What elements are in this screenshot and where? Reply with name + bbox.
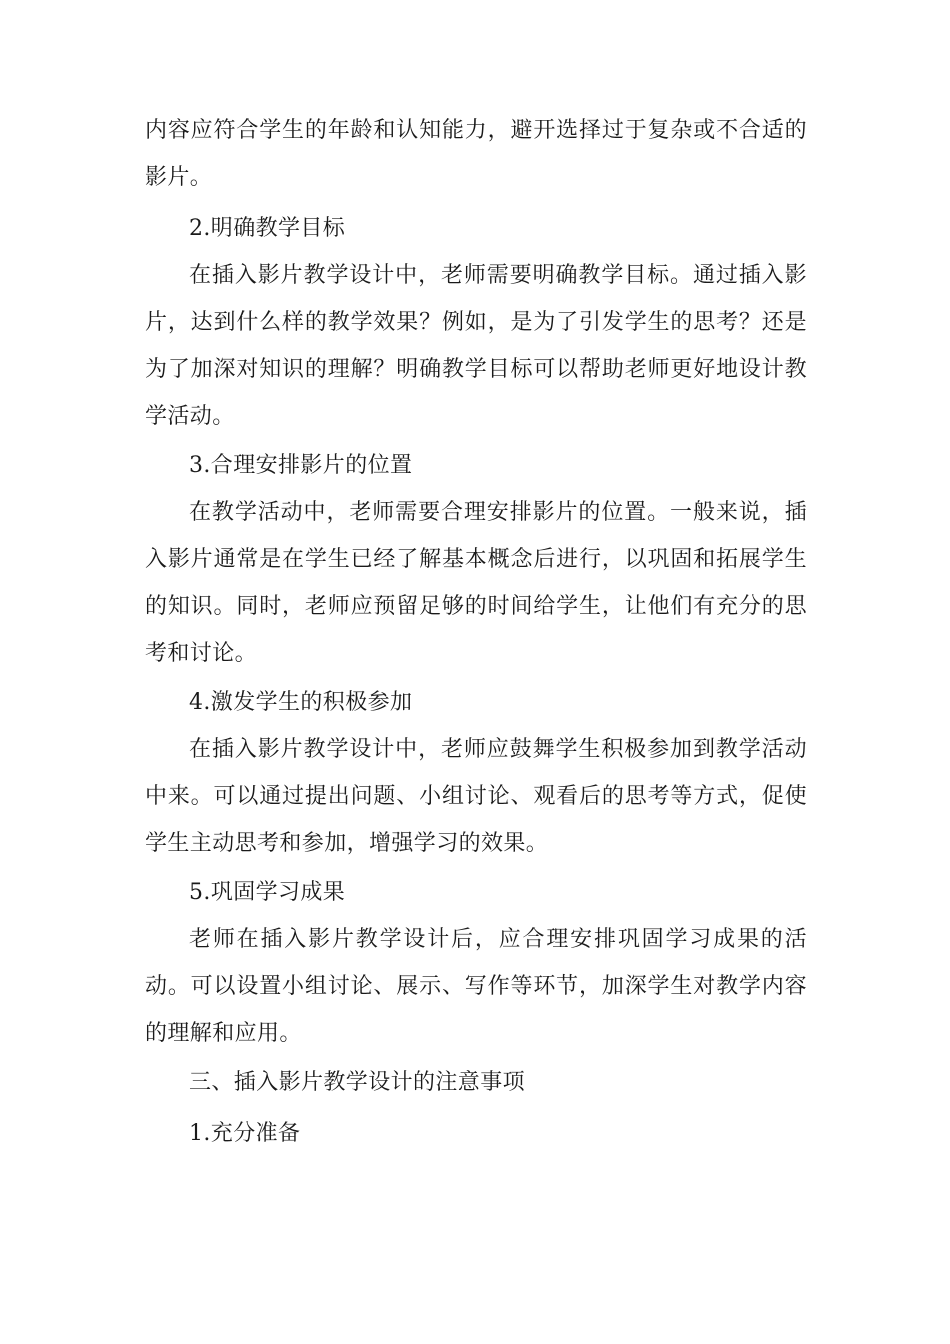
section-heading-4: 4.激发学生的积极参加 bbox=[189, 690, 413, 715]
section-paragraph-5: 老师在插入影片教学设计后，应合理安排巩固学习成果的活动。可以设置小组讨论、展示、写作等环节，加深学生对教学内容的理解和应用。 bbox=[145, 927, 807, 1046]
document-body bbox=[145, 107, 807, 1157]
section-paragraph-4: 在插入影片教学设计中，老师应鼓舞学生积极参加到教学活动中来。可以通过提出问题、小组讨论、观看后的思考等方式，促使学生主动思考和参加，增强学习的效果。 bbox=[145, 737, 807, 856]
section-paragraph-2: 在插入影片教学设计中，老师需要明确教学目标。通过插入影片，达到什么样的教学效果？例如，是为了引发学生的思考？还是为了加深对知识的理解？明确教学目标可以帮助老师更好地设计教学活动。 bbox=[145, 263, 807, 429]
section-heading-5: 5.巩固学习成果 bbox=[189, 880, 346, 905]
section-paragraph-3: 在教学活动中，老师需要合理安排影片的位置。一般来说，插入影片通常是在学生已经了解基本概念后进行，以巩固和拓展学生的知识。同时，老师应预留足够的时间给学生，让他们有充分的思考和讨论。 bbox=[145, 500, 807, 666]
continuation-paragraph: 内容应符合学生的年龄和认知能力，避开选择过于复杂或不合适的影片。 bbox=[145, 118, 807, 190]
subsection-heading-1: 1.充分准备 bbox=[189, 1121, 301, 1146]
chapter-heading: 三、插入影片教学设计的注意事项 bbox=[189, 1070, 526, 1095]
section-heading-2: 2.明确教学目标 bbox=[189, 216, 346, 241]
section-heading-3: 3.合理安排影片的位置 bbox=[189, 453, 413, 478]
